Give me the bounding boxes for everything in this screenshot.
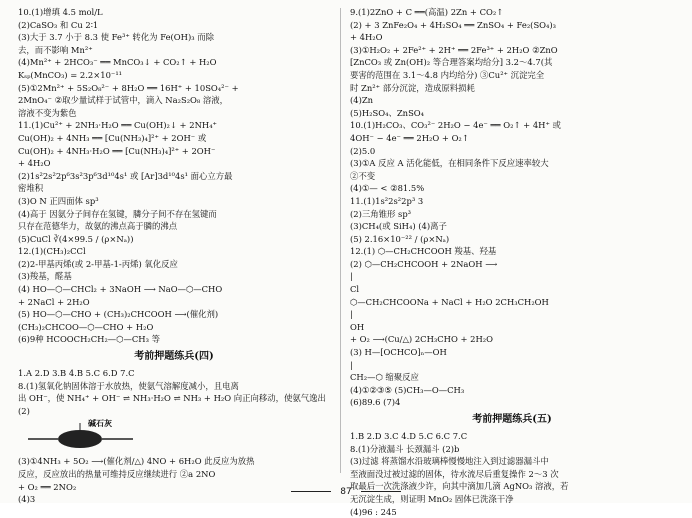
answer-line: Cu(OH)₂ + 4NH₃·H₂O ══ [Cu(NH₃)₄]²⁺ + 2OH⁻ [18, 145, 216, 156]
answer-line: 11.(1)1s²2s²2p³ 3 [350, 195, 424, 206]
page-number: 87 [340, 487, 352, 497]
answer-line: 12.(1)(CH₃)₂CCl [18, 246, 86, 257]
answer-line: 11.(1)Cu²⁺ + 2NH₃·H₂O ══ Cu(OH)₂↓ + 2NH₄⁺ [18, 120, 217, 131]
answer-line: 10.(1)H₂CO₃、CO₃²⁻ 2H₂O − 4e⁻ ══ O₂↑ + 4H⁺ 或 [350, 120, 561, 131]
answer-line: (5) 2.16×10⁻²² / (ρ×Nₐ) [350, 233, 450, 244]
answer-line: 2MnO₄⁻ ②取少量试样于试管中，滴入 Na₂S₂O₈ 溶液， [18, 95, 229, 106]
answer-line: 反应，反应放出的热量可维持反应继续进行 ②a 2NO [18, 469, 216, 479]
answer-line: + O₂ ══ 2NO₂ [18, 481, 77, 492]
answer-line: (3)过滤 将蒸馏水沿玻璃棒慢慢地注入到过滤器漏斗中 [350, 456, 549, 467]
footer-dash-right [361, 491, 401, 492]
answer-line: (4)Zn [350, 95, 374, 106]
answer-line: 密堆积 [18, 183, 44, 194]
answer-line: (3)O N 正四面体 sp³ [18, 195, 99, 206]
answer-line: (5)H₂SO₄、ZnSO₄ [350, 107, 425, 118]
answer-line: | [350, 309, 353, 320]
answer-line: 要害的范围在 3.1～4.8 内均给分) ③Cu²⁺ 沉淀完全 [350, 69, 545, 80]
answer-line: (2) [18, 405, 30, 416]
answer-line: + O₂ ⟶(Cu/△) 2CH₃CHO + 2H₂O [350, 334, 494, 345]
answer-line: (2) ⬡—CH₂CHCOOH + 2NaOH ⟶ [350, 258, 498, 269]
answer-line: 8.(1)分液漏斗 长颈漏斗 (2)b [350, 443, 460, 454]
answer-line: Cu(OH)₂ + 4NH₃ ══ [Cu(NH₃)₄]²⁺ + 2OH⁻ 或 [18, 132, 207, 143]
right-answer-lines [350, 6, 674, 409]
answer-line: (3)CH₄(或 SiH₄) (4)离子 [350, 221, 447, 232]
answer-line: 出 OH⁻，使 NH₄⁺ + OH⁻ ⇌ NH₃·H₂O ⇌ NH₃ + H₂O 向正向移动，使氨气逸出 [18, 393, 326, 404]
page-footer [0, 487, 692, 497]
answer-line: (3)羧基，醛基 [18, 271, 72, 282]
section-title-four: 考前押题练兵(四) [134, 351, 214, 363]
diagram-label: 碱石灰 [88, 418, 112, 429]
answer-line: 1.B 2.D 3.C 4.D 5.C 6.C 7.C [350, 431, 468, 441]
footer-dash-left [291, 491, 331, 492]
answer-line: (6)9种 HCOOCH₂CH₂—⬡—CH₃ 等 [18, 334, 160, 345]
answer-line: 4OH⁻ − 4e⁻ ══ 2H₂O + O₂↑ [350, 132, 469, 143]
answer-line: (4)高于 因氨分子间存在氢键，膦分子间不存在氢键而 [18, 208, 217, 219]
answer-line: + 4H₂O [350, 32, 383, 43]
answer-line: 8.(1)氢氧化钠固体溶于水放热，使氨气溶解度减小，且电离 [18, 380, 239, 391]
answer-line: (3)①4NH₃ + 5O₂ ⟶(催化剂/△) 4NO + 6H₂O 此反应为放热 [18, 456, 255, 467]
answer-line: (4)①— < ②81.5% [350, 183, 425, 194]
answer-line: (3)大于 3.7 小于 8.3 使 Fe³⁺ 转化为 Fe(OH)₃ 而除 [18, 32, 215, 43]
section-title-five: 考前押题练兵(五) [472, 414, 552, 425]
answer-line: 至液面没过被过滤的固体，待水流尽后重复操作 2～3 次 [350, 468, 559, 479]
answer-line: (5)CuCl ∛(4×99.5 / (ρ×Nₐ)) [18, 233, 134, 244]
answer-line: (4)①②③⑤ (5)CH₃—O—CH₃ [350, 384, 465, 395]
answer-line: (3)①A 反应 A 活化能低，在相同条件下反应速率较大 [350, 158, 549, 169]
answer-line: OH [350, 321, 365, 332]
answer-line: CH₂—⬡ 缩聚反应 [350, 372, 419, 383]
answer-line: (3)①H₂O₂ + 2Fe²⁺ + 2H⁺ ══ 2Fe³⁺ + 2H₂O ②ZnO [350, 44, 558, 55]
left-answer-lines-2 [18, 367, 330, 506]
answer-line: 无沉淀生成，则证明 MnO₂ 固体已洗涤干净 [350, 493, 514, 504]
answer-line: [ZnCO₃ 或 Zn(OH)₂ 等合理答案均给分] 3.2～4.7(其 [350, 57, 553, 68]
answer-line: (4)96 : 245 [350, 506, 397, 517]
answer-line: (4)3 [18, 494, 36, 505]
answer-line: (2) + 3 ZnFe₂O₄ + 4H₂SO₄ ══ ZnSO₄ + Fe₂(SO₄)₃ [350, 19, 557, 30]
answer-line: (2)三角锥形 sp³ [350, 208, 412, 219]
left-column [18, 6, 330, 505]
answer-line: (2)5.0 [350, 145, 376, 156]
right-answer-lines-2 [350, 430, 674, 518]
answer-line: 10.(1)增填 4.5 mol/L [18, 7, 103, 17]
answer-line: 只存在范德华力，故氨的沸点高于膦的沸点 [18, 221, 178, 232]
answer-line: (4)Mn²⁺ + 2HCO₃⁻ ══ MnCO₃↓ + CO₂↑ + H₂O [18, 57, 217, 68]
answer-line: ②不变 [350, 170, 376, 181]
answer-line: (5)①2Mn²⁺ + 5S₂O₈²⁻ + 8H₂O ══ 16H⁺ + 10SO₄²⁻ + [18, 82, 239, 93]
right-column [350, 6, 674, 517]
answer-line: (2)2-甲基丙烯(或 2-甲基-1-丙烯) 氧化反应 [18, 258, 178, 269]
answer-line: (3) H—[OCHCO]ₙ—OH [350, 347, 447, 358]
answer-line: + 2NaCl + 2H₂O [18, 296, 90, 307]
answer-line: | [350, 359, 353, 370]
answer-line: + 4H₂O [18, 158, 51, 169]
answer-line: 取最后一次洗涤液少许，向其中滴加几滴 AgNO₃ 溶液，若 [350, 481, 569, 492]
answer-line: (CH₃)₂CHCOO—⬡—CHO + H₂O [18, 321, 154, 332]
answer-line: 去，而不影响 Mn²⁺ [18, 44, 93, 55]
answer-line: 9.(1)2ZnO + C ══(高温) 2Zn + CO₂↑ [350, 7, 504, 17]
drying-tube-diagram [18, 419, 330, 453]
answer-line: (5) HO—⬡—CHO + (CH₃)₂CHCOOH ⟶(催化剂) [18, 309, 219, 320]
answer-line: | [350, 271, 353, 282]
answer-line: Kₛₚ(MnCO₃) = 2.2×10⁻¹¹ [18, 69, 123, 80]
answer-line: (6)89.6 (7)4 [350, 397, 401, 408]
answer-line: (4) HO—⬡—CHCl₂ + 3NaOH ⟶ NaO—⬡—CHO [18, 284, 223, 295]
answer-line: Cl [350, 284, 360, 295]
left-answer-lines [18, 6, 330, 346]
answer-line: (2)1s²2s²2p⁶3s²3p⁶3d¹⁰4s¹ 或 [Ar]3d¹⁰4s¹ 面心立方最 [18, 170, 233, 181]
answer-line: ⬡—CH₂CHCOONa + NaCl + H₂O 2CH₃CH₂OH [350, 296, 549, 307]
answer-line: 12.(1) ⬡—CH₂CHCOOH 羧基、羟基 [350, 246, 497, 257]
answer-line: (2)CaSO₃ 和 Cu 2∶1 [18, 19, 99, 30]
column-divider [340, 8, 341, 473]
answer-line: 溶液不变为紫色 [18, 107, 77, 118]
answer-line: 1.A 2.D 3.B 4.B 5.C 6.D 7.C [18, 368, 135, 379]
answer-line: 时 Zn²⁺ 部分沉淀，造成原料损耗 [350, 82, 475, 93]
